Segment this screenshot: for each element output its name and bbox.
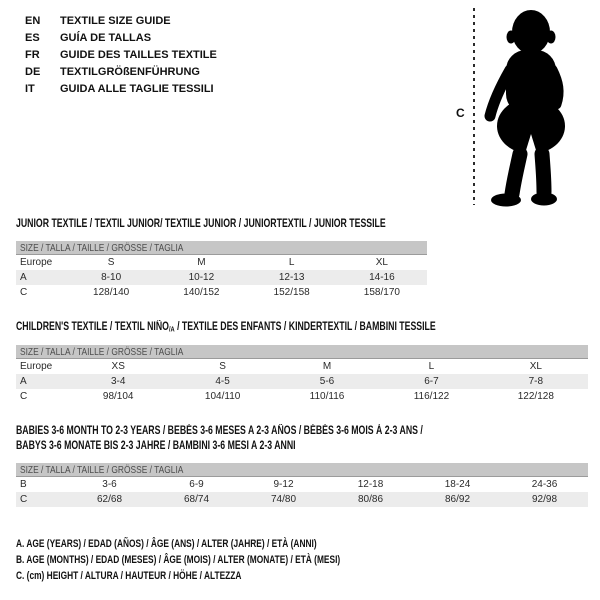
- lang-row-en: [25, 13, 217, 30]
- size-value: 68/74: [183, 494, 210, 505]
- height-measure-dashed-line: [473, 8, 475, 205]
- column-header: M: [197, 257, 206, 268]
- size-value: 9-12: [273, 479, 294, 490]
- lang-row-fr: [25, 47, 217, 64]
- row-label: B: [20, 479, 27, 490]
- baby-silhouette-icon: [480, 8, 590, 210]
- size-value: 8-10: [101, 272, 122, 283]
- size-value: 98/104: [102, 391, 134, 402]
- size-value: 10-12: [188, 272, 215, 283]
- column-header: S: [107, 257, 115, 268]
- row-label: A: [20, 272, 27, 283]
- footnote-c: [16, 568, 443, 584]
- lang-code: FR: [25, 49, 40, 61]
- table-row-height: [16, 492, 588, 507]
- table-row-height: [16, 389, 588, 404]
- footnote-b-text: B. AGE (MONTHS) / EDAD (MESES) / ÂGE (MOIS) / ALTER (MONATE) / ETÀ (MESI): [16, 554, 341, 566]
- table-row-age: [16, 477, 588, 492]
- size-value: 7-8: [528, 376, 544, 387]
- size-value: 140/152: [183, 287, 220, 298]
- size-header-bar: [16, 463, 588, 477]
- lang-code: DE: [25, 66, 41, 78]
- size-value: 24-36: [531, 479, 558, 490]
- lang-title: GUIDE DES TAILLES TEXTILE: [60, 49, 217, 61]
- title-part: / TEXTILE DES ENFANTS / KINDERTEXTIL / BAMBINI TESSILE: [174, 321, 436, 333]
- junior-section-title: [16, 217, 502, 232]
- size-header-bar: [16, 345, 588, 359]
- column-header: L: [288, 257, 295, 268]
- lang-title: TEXTILE SIZE GUIDE: [60, 15, 171, 27]
- title-subscript: /A: [168, 324, 175, 334]
- size-value: 4-5: [215, 376, 230, 387]
- size-value: 158/170: [363, 287, 400, 298]
- size-value: 74/80: [270, 494, 297, 505]
- lang-row-de: [25, 64, 217, 81]
- table-row-age: [16, 270, 427, 285]
- height-measure-label: C: [456, 106, 465, 120]
- table-row-age: [16, 374, 588, 389]
- language-title-list: [25, 13, 217, 98]
- size-header-label: SIZE / TALLA / TAILLE / GRÖSSE / TAGLIA: [20, 242, 184, 254]
- size-value: 6-7: [424, 376, 439, 387]
- row-label: A: [20, 376, 27, 387]
- table-row-columns: [16, 255, 427, 270]
- size-header-label: SIZE / TALLA / TAILLE / GRÖSSE / TAGLIA: [20, 346, 184, 358]
- footnote-c-text: C. (cm) HEIGHT / ALTURA / HAUTEUR / HÖHE / ALTEZZA: [16, 570, 242, 582]
- row-label: C: [20, 287, 28, 298]
- size-value: 18-24: [444, 479, 471, 490]
- footnote-a: [16, 536, 443, 552]
- lang-title: GUÍA DE TALLAS: [60, 32, 152, 44]
- size-value: 110/116: [309, 391, 345, 402]
- column-header: M: [322, 361, 332, 372]
- size-value: 80/86: [357, 494, 384, 505]
- size-value: 128/140: [93, 287, 130, 298]
- size-value: 12-18: [357, 479, 384, 490]
- babies-size-table: [16, 463, 588, 507]
- table-row-height: [16, 285, 427, 300]
- column-header: Europe: [20, 361, 53, 372]
- column-header: XL: [529, 361, 542, 372]
- row-label: C: [20, 391, 28, 402]
- footnote-a-text: A. AGE (YEARS) / EDAD (AÑOS) / ÂGE (ANS) / ALTER (JAHRE) / ETÀ (ANNI): [16, 538, 317, 550]
- lang-code: IT: [25, 83, 35, 95]
- junior-section-title-text: JUNIOR TEXTILE / TEXTIL JUNIOR/ TEXTILE JUNIOR / JUNIORTEXTIL / JUNIOR TESSILE: [16, 218, 386, 230]
- lang-title: GUIDA ALLE TAGLIE TESSILI: [60, 83, 214, 95]
- size-value: 152/158: [273, 287, 310, 298]
- column-header: L: [428, 361, 435, 372]
- column-header: XS: [111, 361, 125, 372]
- children-size-table: [16, 345, 588, 404]
- children-section-title: [16, 320, 568, 337]
- size-value: 62/68: [96, 494, 123, 505]
- size-value: 86/92: [444, 494, 471, 505]
- lang-code: EN: [25, 15, 41, 27]
- size-value: 6-9: [189, 479, 204, 490]
- lang-code: ES: [25, 32, 40, 44]
- size-value: 92/98: [531, 494, 558, 505]
- children-section-title-text: [16, 320, 436, 337]
- size-value: 122/128: [517, 391, 554, 402]
- lang-row-es: [25, 30, 217, 47]
- size-value: 3-6: [102, 479, 117, 490]
- size-value: 116/122: [413, 391, 450, 402]
- size-value: 104/110: [204, 391, 241, 402]
- legend-footnotes: [16, 536, 443, 584]
- title-part: CHILDREN'S TEXTILE / TEXTIL NIÑO: [16, 321, 169, 333]
- lang-title: TEXTILGRÖßENFÜHRUNG: [60, 66, 200, 78]
- table-row-columns: [16, 359, 588, 374]
- size-value: 14-16: [369, 272, 395, 283]
- babies-section-title: [16, 424, 551, 454]
- footnote-b: [16, 552, 443, 568]
- size-value: 5-6: [319, 376, 335, 387]
- column-header: Europe: [20, 257, 53, 268]
- lang-row-it: [25, 81, 217, 98]
- junior-size-table: [16, 241, 427, 300]
- row-label: C: [20, 494, 28, 505]
- column-header: S: [219, 361, 226, 372]
- size-value: 3-4: [110, 376, 126, 387]
- babies-title-line-2: BABYS 3-6 MONATE BIS 2-3 JAHRE / BAMBINI 3-6 MESI A 2-3 ANNI: [16, 440, 296, 452]
- size-value: 12-13: [278, 272, 305, 283]
- babies-title-line-1: BABIES 3-6 MONTH TO 2-3 YEARS / BEBÉS 3-6 MESES A 2-3 AÑOS / BÉBÉS 3-6 MOIS À 2-3 ANS /: [16, 425, 423, 437]
- size-header-label: SIZE / TALLA / TAILLE / GRÖSSE / TAGLIA: [20, 464, 184, 476]
- column-header: XL: [375, 257, 388, 268]
- size-header-bar: [16, 241, 427, 255]
